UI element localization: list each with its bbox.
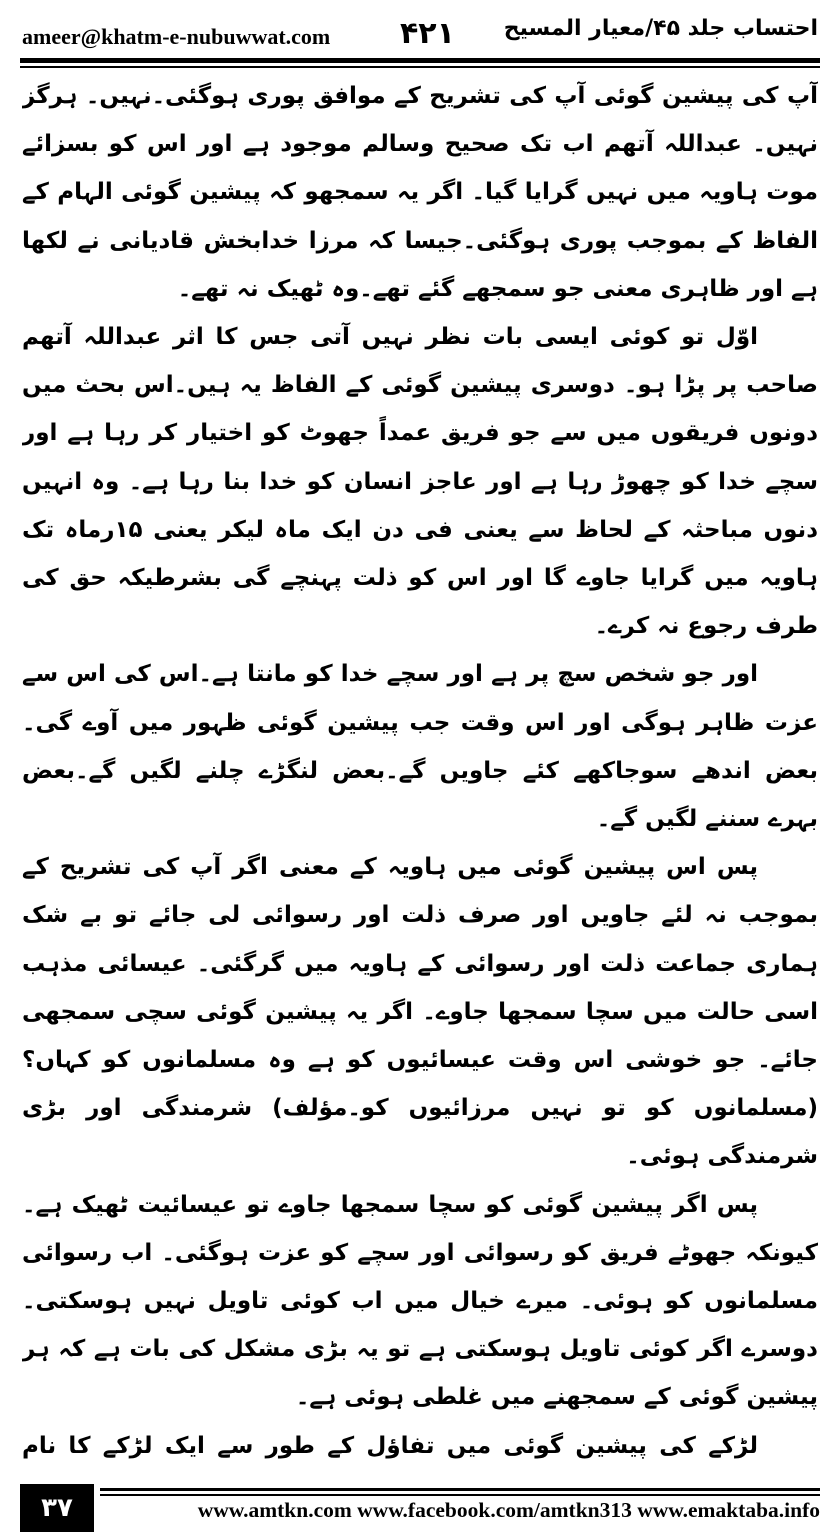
header-book-title: احتساب جلد ۴۵/معیار المسیح (503, 16, 818, 41)
footer-rule-thick (100, 1488, 820, 1491)
paragraph-6: لڑکے کی پیشین گوئی میں تفاؤل کے طور سے ایک لڑکے کا نام (22, 1432, 758, 1459)
paragraph-1: آپ کی پیشین گوئی آپ کی تشریح کے موافق پوری ہوگئی۔نہیں۔ ہرگز نہیں۔ عبداللہ آتھم اب تک صحیح وسالم موجود ہے اور اس کو بسزائے موت ہاویہ میں نہیں گرایا گیا۔ اگر یہ سمجھو کہ پیشین گوئی الہام کے الفاظ کے بموجب پوری ہوگئی۔جیسا کہ مرزا خدابخش قادیانی نے لکھا ہے اور ظاہری معنی جو سمجھے گئے تھے۔وہ ٹھیک نہ تھے۔ (22, 83, 818, 302)
paragraph-3: اور جو شخص سچ پر ہے اور سچے خدا کو مانتا ہے۔اس کی اس سے عزت ظاہر ہوگی اور اس وقت جب پیشین گوئی ظہور میں آوے گی۔بعض اندھے سوجاکھے کئے جاویں گے۔بعض لنگڑے چلنے لگیں گے۔بعض بہرے سننے لگیں گے۔ (22, 661, 818, 833)
footer-page-box: ۳۷ (20, 1484, 94, 1532)
page-body (22, 72, 818, 1474)
header-rule-thin (20, 66, 820, 68)
page-footer (20, 1484, 820, 1532)
page-header (22, 10, 818, 54)
paragraph-2: اوّل تو کوئی ایسی بات نظر نہیں آتی جس کا اثر عبداللہ آتھم صاحب پر پڑا ہو۔ دوسری پیشین گوئی کے الفاظ یہ ہیں۔اس بحث میں دونوں فریقوں میں سے جو فریق عمداً جھوٹ کو اختیار کر رہا ہے اور سچے خدا کو چھوڑ رہا ہے اور عاجز انسان کو خدا بنا رہا ہے۔ وہ انہیں دنوں مباحثہ کے لحاظ سے یعنی فی دن ایک ماہ لیکر یعنی ۱۵رماہ تک ہاویہ میں گرایا جاوے گا اور اس کو ذلت پہنچے گی بشرطیکہ حق کی طرف رجوع نہ کرے۔ (22, 324, 818, 640)
footer-rule-thin (100, 1494, 820, 1496)
header-email[interactable]: ameer@khatm-e-nubuwwat.com (22, 24, 331, 49)
paragraph-5: پس اگر پیشین گوئی کو سچا سمجھا جاوے تو عیسائیت ٹھیک ہے۔ کیونکہ جھوٹے فریق کو رسوائی اور سچے کو عزت ہوگئی۔ اب رسوائی مسلمانوں کو ہوئی۔ میرے خیال میں اب کوئی تاویل نہیں ہوسکتی۔ دوسرے اگر کوئی تاویل ہوسکتی ہے تو یہ بڑی مشکل کی بات ہے کہ ہر پیشین گوئی کے سمجھنے میں غلطی ہوئی ہے۔ (22, 1191, 818, 1411)
header-page-number: ۴۲۱ (400, 16, 455, 51)
footer-links[interactable]: www.amtkn.com www.facebook.com/amtkn313 www.emaktaba.info (197, 1498, 820, 1522)
header-rule-thick (20, 58, 820, 63)
paragraph-4: پس اس پیشین گوئی میں ہاویہ کے معنی اگر آپ کی تشریح کے بموجب نہ لئے جاویں اور صرف ذلت اور رسوائی لی جائے تو بے شک ہماری جماعت ذلت اور رسوائی کے ہاویہ میں گرگئی۔ عیسائی مذہب اسی حالت میں سچا سمجھا جاوے۔ اگر یہ پیشین گوئی سچی سمجھی جائے۔ جو خوشی اس وقت عیسائیوں کو ہے وہ مسلمانوں کو کہاں؟ (مسلمانوں کو تو نہیں مرزائیوں کو۔مؤلف) شرمندگی اور بڑی شرمندگی ہوئی۔ (22, 854, 818, 1170)
